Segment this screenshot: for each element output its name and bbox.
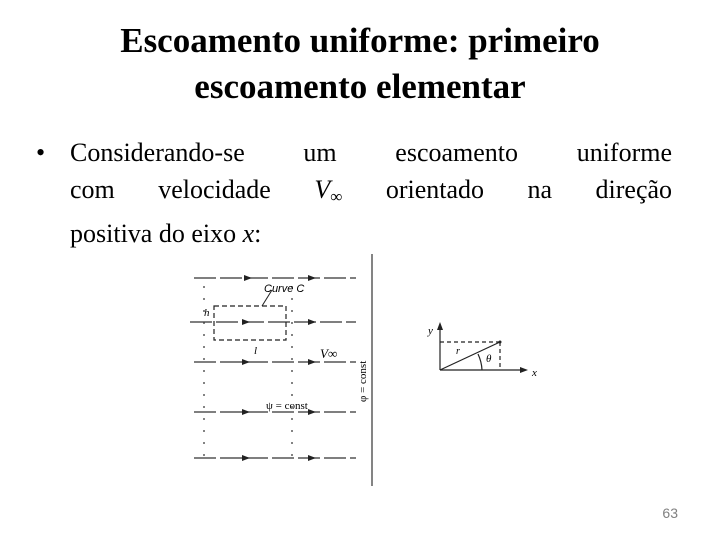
x-axis-var: x [242, 219, 255, 248]
streamline-4-arrow-b [308, 409, 316, 415]
h-label: h [204, 307, 210, 319]
bullet-line-1: Considerando-se um escoamento uniforme [70, 138, 672, 167]
streamline-4-arrow-a [242, 409, 250, 415]
streamline-1-arrow-a [244, 275, 252, 281]
bullet-line-3 [70, 215, 672, 252]
phi-label: φ = const [357, 360, 369, 402]
r-label: r [456, 346, 460, 357]
y-axis-arrow [437, 322, 443, 330]
bullet-text [70, 134, 672, 252]
bullet-item [36, 134, 672, 252]
bullet-line-2-start: com velocidade [70, 175, 271, 204]
streamline-5-arrow-a [242, 455, 250, 461]
l-label: l [254, 345, 258, 357]
bullet-line-2 [70, 171, 672, 215]
theta-arc [478, 354, 482, 370]
bullet-line-3-start: positiva do eixo [70, 219, 237, 248]
control-curve-c [214, 306, 286, 340]
streamline-2-arrow-b [308, 319, 316, 325]
velocity-symbol [314, 175, 342, 204]
streamline-2-arrow-a [242, 319, 250, 325]
curve-c-label: Curve C [264, 283, 305, 295]
x-axis-label: x [532, 367, 537, 379]
psi-label: ψ = const [266, 400, 308, 412]
streamline-5-arrow-b [308, 455, 316, 461]
title-line-1: Escoamento uniforme: primeiro [120, 21, 600, 60]
slide-title [0, 18, 720, 110]
streamline-3-arrow-b [308, 359, 316, 365]
y-axis-label: y [428, 325, 433, 337]
streamline-1-arrow-b [308, 275, 316, 281]
velocity-var: V [314, 175, 331, 204]
vinf-label: V∞ [320, 346, 338, 361]
theta-label: θ [486, 353, 492, 365]
polar-coordinates-figure [420, 318, 550, 388]
colon: : [254, 219, 262, 248]
point-p [499, 341, 502, 344]
bullet-dot: • [36, 138, 46, 167]
uniform-flow-figure [180, 250, 380, 490]
infinity-subscript: ∞ [330, 187, 343, 206]
x-axis-arrow [520, 367, 528, 373]
streamline-3-arrow-a [242, 359, 250, 365]
page-number: 63 [662, 505, 678, 521]
bullet-line-2-end: orientado na direção [385, 175, 673, 204]
title-line-2: escoamento elementar [194, 67, 526, 106]
